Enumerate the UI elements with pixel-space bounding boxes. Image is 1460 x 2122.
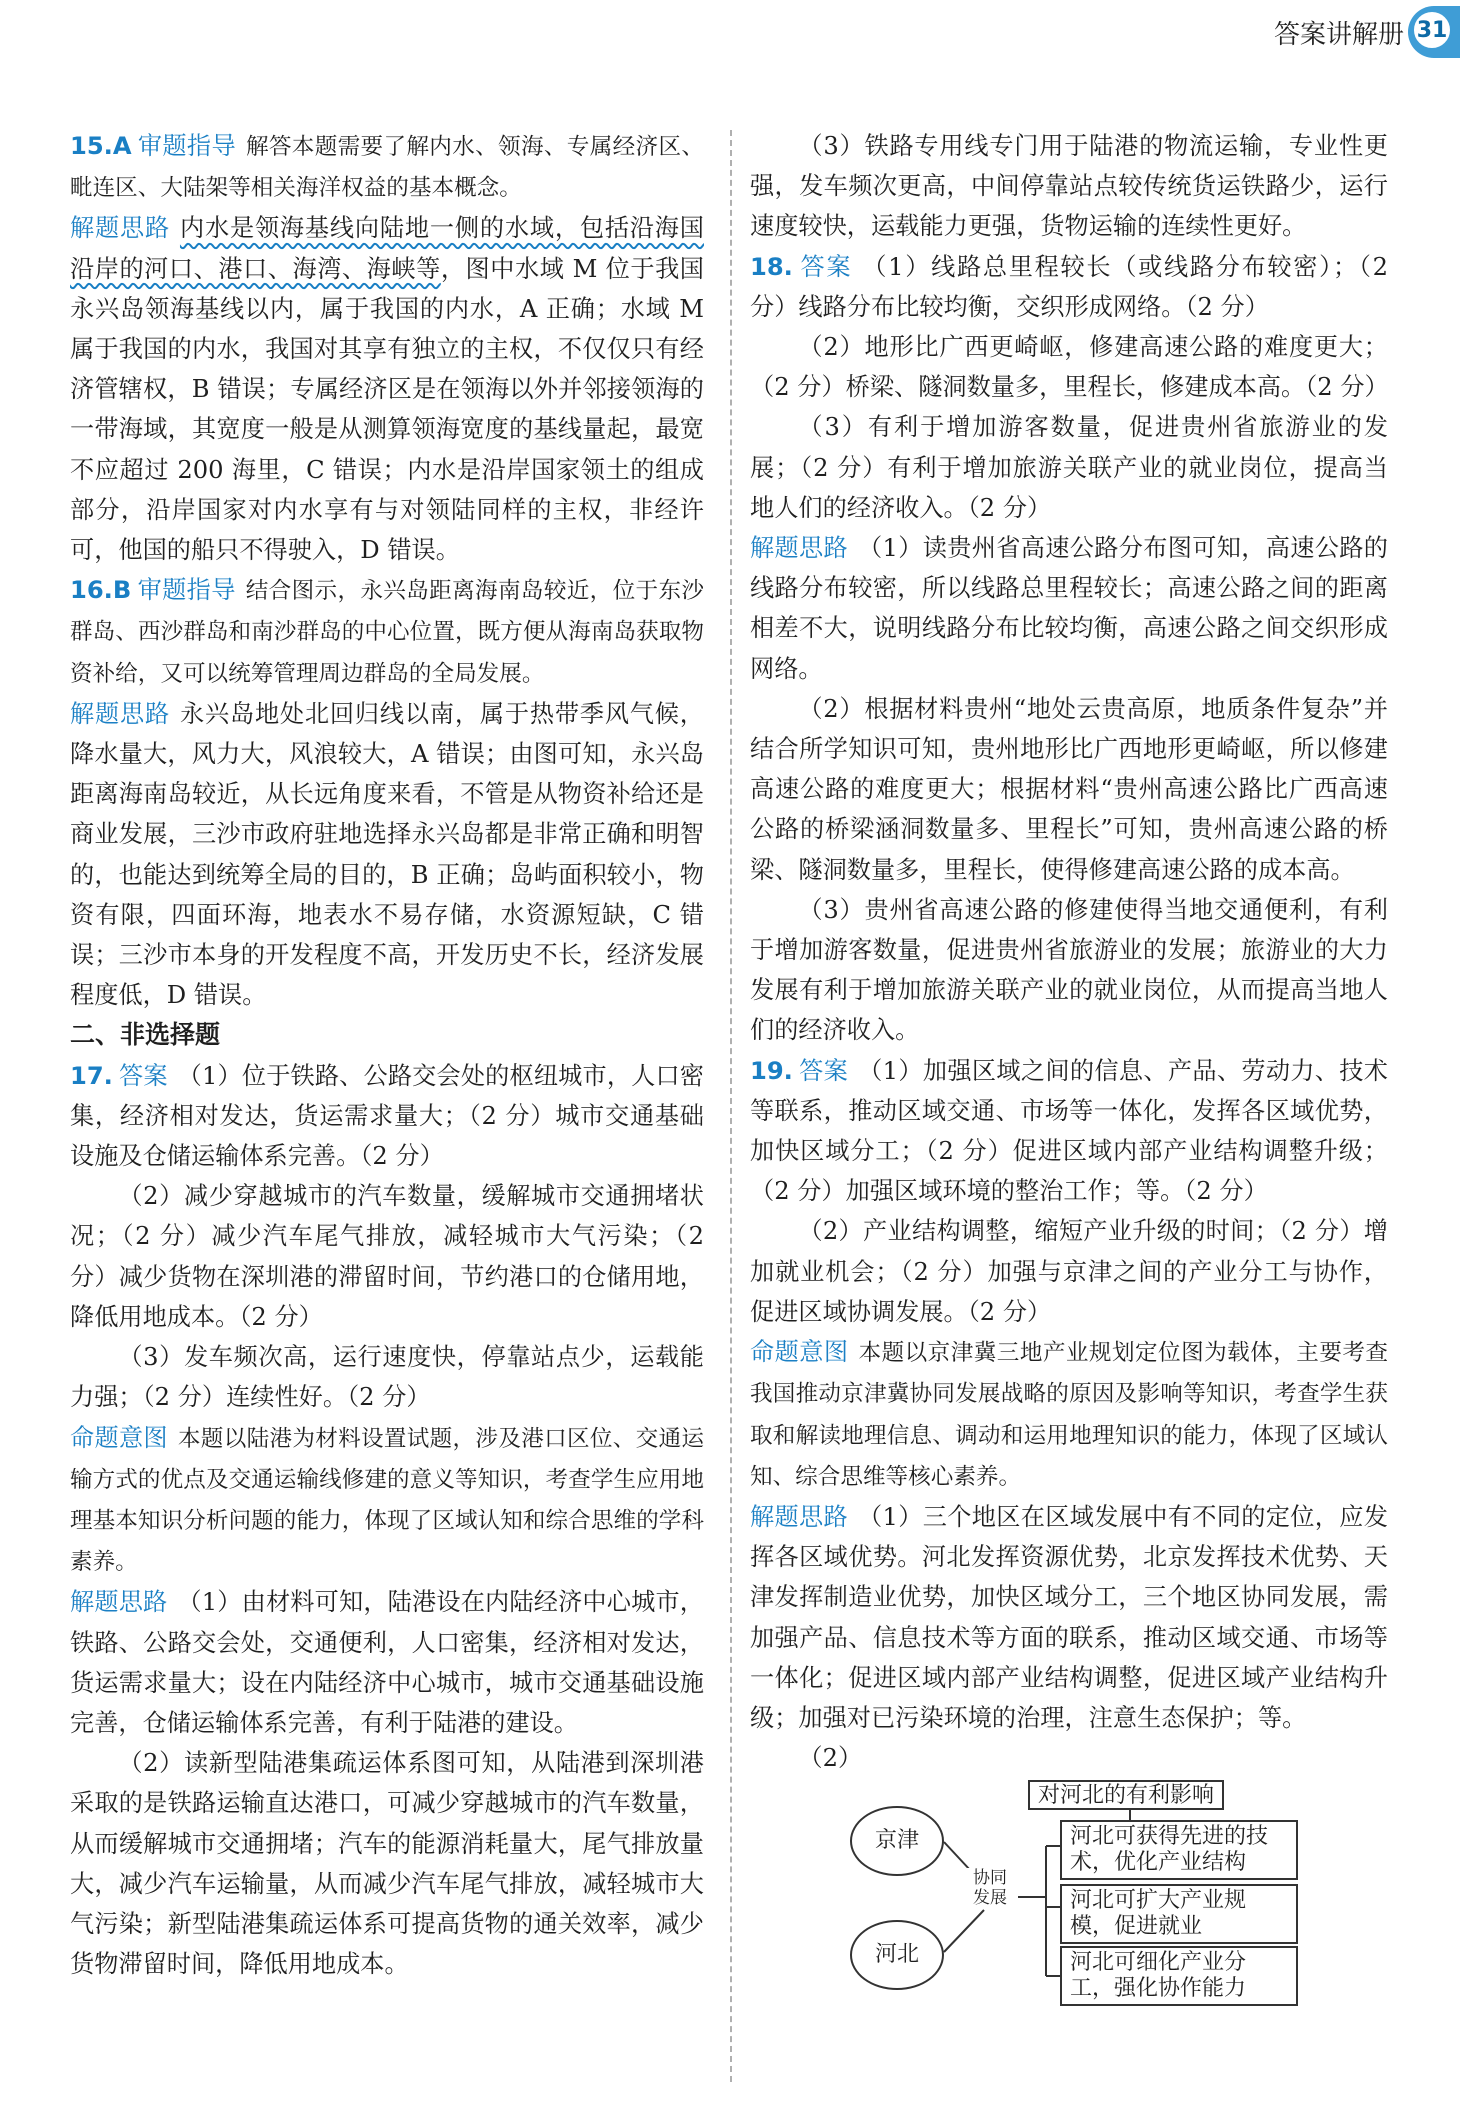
q19-idea-1 — [750, 1497, 1388, 1738]
q19-idea-2-label: （2） — [798, 1744, 863, 1773]
section-title: 二、非选择题 — [70, 1020, 221, 1050]
diagram-mid-line-1: 协同 — [973, 1868, 1007, 1888]
q15-number: 15.A — [70, 132, 132, 160]
q19-idea-1-text: （1）三个地区在区域发展中有不同的定位，应发挥各区域优势。河北发挥资源优势，北京发挥技术优势、天津发挥制造业优势，加快区域分工，三个地区协同发展，需加强产品、信息技术等方面的联系，推动区域交通、市场等一体化；促进区域内部产业结构调整，促进区域产业结构升级；加强对已污染环境的治理，注意生态保护；等。 — [750, 1502, 1388, 1732]
diagram-mid-line-2: 发展 — [973, 1888, 1007, 1908]
q19-intent-tag: 命题意图 — [750, 1338, 849, 1367]
q19-idea-tag: 解题思路 — [750, 1502, 849, 1531]
q18-idea-2: （2）根据材料贵州“地处云贵高原，地质条件复杂”并结合所学知识可知，贵州地形比广西地形更崎岖，所以修建高速公路的难度更大；根据材料“贵州高速公路比广西高速公路的桥梁涵洞数量多、里程长”可知，贵州高速公路的桥梁、隧洞数量多，里程长，使得修建高速公路的成本高。 — [750, 694, 1388, 884]
page-number: 31 — [1412, 10, 1452, 50]
column-divider — [730, 130, 732, 2082]
diagram-node-jingjin: 京津 — [850, 1806, 944, 1876]
q19-answer-1 — [750, 1051, 1388, 1212]
diagram-mid-label — [962, 1868, 1018, 1908]
q17-idea-1 — [70, 1582, 704, 1743]
q18-idea-1-text: （1）读贵州省高速公路分布图可知，高速公路的线路分布较密，所以线路总里程较长；高速公路之间的距离相差不大，说明线路分布比较均衡，高速公路之间交织形成网络。 — [750, 534, 1388, 683]
q17-answer-1 — [70, 1056, 704, 1177]
q17-answer-1-text: （1）位于铁路、公路交会处的枢纽城市，人口密集，经济相对发达，货运需求量大；（2 分）城市交通基础设施及仓储运输体系完善。（2 分） — [70, 1061, 704, 1171]
q18-answer-3: （3）有利于增加游客数量，促进贵州省旅游业的发展；（2 分）有利于增加旅游关联产业的就业岗位，提高当地人们的经济收入。（2 分） — [750, 413, 1388, 522]
q16-guide — [70, 570, 704, 694]
q19-answer-2: （2）产业结构调整，缩短产业升级的时间；（2 分）增加就业机会；（2 分）加强与京津之间的产业分工与协作，促进区域协调发展。（2 分） — [750, 1217, 1388, 1326]
q19-number: 19. — [750, 1056, 793, 1085]
q17-intent-text: 本题以陆港为材料设置试题，涉及港口区位、交通运输方式的优点及交通运输线修建的意义等知识，考查学生应用地理基本知识分析问题的能力，体现了区域认知和综合思维的学科素养。 — [70, 1425, 704, 1576]
left-column — [70, 126, 704, 1984]
q16-idea-tag: 解题思路 — [70, 699, 170, 728]
q17-idea-1-text: （1）由材料可知，陆港设在内陆经济中心城市，铁路、公路交会处，交通便利，人口密集，经济相对发达，货运需求量大；设在内陆经济中心城市，城市交通基础设施完善，仓储运输体系完善，有利于陆港的建设。 — [70, 1588, 704, 1737]
q18-idea-3: （3）贵州省高速公路的修建使得当地交通便利，有利于增加游客数量，促进贵州省旅游业的发展；旅游业的大力发展有利于增加旅游关联产业的就业岗位，从而提高当地人们的经济收入。 — [750, 895, 1388, 1045]
q15-idea-highlight: 内水是领海基线向陆地一侧的水域，包括沿海国沿岸的河口、港口、海湾、海峡等 — [70, 214, 704, 283]
q16-guide-tag: 审题指导 — [137, 576, 236, 605]
q17-answer-tag: 答案 — [118, 1061, 168, 1090]
q17-idea-2: （2）读新型陆港集疏运体系图可知，从陆港到深圳港采取的是铁路运输直达港口，可减少穿越城市的汽车数量，从而缓解城市交通拥堵；汽车的能源消耗量大，尾气排放量大，减少汽车运输量，从而减少汽车尾气排放，减轻城市大气污染；新型陆港集疏运体系可提高货物的通关效率，减少货物滞留时间，降低用地成本。 — [70, 1749, 704, 1979]
q15-idea-tag: 解题思路 — [70, 214, 170, 243]
q18-idea-tag: 解题思路 — [750, 534, 849, 563]
q18-idea-1 — [750, 528, 1388, 689]
q15-guide-text: 解答本题需要了解内水、领海、专属经济区、毗连区、大陆架等相关海洋权益的基本概念。 — [70, 134, 704, 202]
diagram-item-1: 河北可获得先进的技术，优化产业结构 — [1060, 1820, 1298, 1880]
q17-idea-tag: 解题思路 — [70, 1588, 168, 1617]
impact-diagram — [850, 1780, 1370, 2020]
q19-answer-tag: 答案 — [798, 1056, 849, 1085]
q15-guide-tag: 审题指导 — [137, 132, 236, 160]
right-column — [750, 126, 1388, 1778]
q18-number: 18. — [750, 252, 793, 281]
q16-idea-text: 永兴岛地处北回归线以南，属于热带季风气候，降水量大，风力大，风浪较大，A 错误；由图可知，永兴岛距离海南岛较近，从长远角度来看，不管是从物资补给还是商业发展，三沙市政府驻地选择永兴岛都是非常正确和明智的，也能达到统筹全局的目的，B 正确；岛屿面积较小，物资有限，四面环海，地表水不易存储，水资源短缺，C 错误；三沙市本身的开发程度不高，开发历史不长，经济发展程度低，D 错误。 — [70, 699, 704, 1010]
q19-intent — [750, 1332, 1388, 1497]
q17-idea-3: （3）铁路专用线专门用于陆港的物流运输，专业性更强，发车频次更高，中间停靠站点较传统货运铁路少，运行速度较快，运载能力更强，货物运输的连续性更好。 — [750, 132, 1388, 241]
q18-answer-2: （2）地形比广西更崎岖，修建高速公路的难度更大；（2 分）桥梁、隧洞数量多，里程长，修建成本高。（2 分） — [750, 333, 1389, 402]
q19-intent-text: 本题以京津冀三地产业规划定位图为载体，主要考查我国推动京津冀协同发展战略的原因及影响等知识，考查学生获取和解读地理信息、调动和运用地理知识的能力，体现了区域认知、综合思维等核心素养。 — [750, 1340, 1388, 1490]
q17-intent-tag: 命题意图 — [70, 1423, 168, 1452]
q15-guide — [70, 126, 704, 208]
diagram-item-2: 河北可扩大产业规模，促进就业 — [1060, 1884, 1298, 1944]
q16-number: 16.B — [70, 576, 132, 605]
q16-guide-text: 结合图示，永兴岛距离海南岛较近，位于东沙群岛、西沙群岛和南沙群岛的中心位置，既方便从海南岛获取物资补给，又可以统筹管理周边群岛的全局发展。 — [70, 578, 704, 687]
q17-answer-3: （3）发车频次高，运行速度快，停靠站点少，运载能力强；（2 分）连续性好。（2 分） — [70, 1343, 704, 1412]
q17-intent — [70, 1418, 704, 1583]
diagram-node-hebei: 河北 — [850, 1920, 944, 1990]
diagram-item-3: 河北可细化产业分工，强化协作能力 — [1060, 1946, 1298, 2006]
header-book-label: 答案讲解册 — [1273, 20, 1404, 50]
q18-answer-1-text: （1）线路总里程较长（或线路分布较密）；（2 分）线路分布比较均衡，交织形成网络。（2 分） — [750, 252, 1388, 321]
q15-idea-text: ，图中水域 M 位于我国永兴岛领海基线以内，属于我国的内水，A 正确；水域 M 属于我国的内水，我国对其享有独立的主权，不仅仅只有经济管辖权，B 错误；专属经济区是在领海以外并邻接领海的一带海域，其宽度一般是从测算领海宽度的基线量起，最宽不应超过 200 海里，C 错误；内水是沿岸国家领土的组成部分，沿岸国家对内水享有与对领陆同样的主权，非经许可，他国的船只不得驶入，D 错误。 — [70, 254, 704, 565]
q19-answer-1-text: （1）加强区域之间的信息、产品、劳动力、技术等联系，推动区域交通、市场等一体化，发挥各区域优势，加快区域分工；（2 分）促进区域内部产业结构调整升级；（2 分）加强区域环境的整治工作；等。（2 分） — [750, 1056, 1388, 1206]
q18-answer-1 — [750, 247, 1388, 327]
q17-number: 17. — [70, 1061, 113, 1090]
q18-answer-tag: 答案 — [798, 252, 853, 281]
q16-idea — [70, 694, 704, 1016]
q17-answer-2: （2）减少穿越城市的汽车数量，缓解城市交通拥堵状况；（2 分）减少汽车尾气排放，减轻城市大气污染；（2 分）减少货物在深圳港的滞留时间，节约港口的仓储用地，降低用地成本。（2 分） — [70, 1182, 704, 1331]
diagram-title-box: 对河北的有利影响 — [1028, 1780, 1224, 1810]
q15-idea — [70, 208, 704, 570]
